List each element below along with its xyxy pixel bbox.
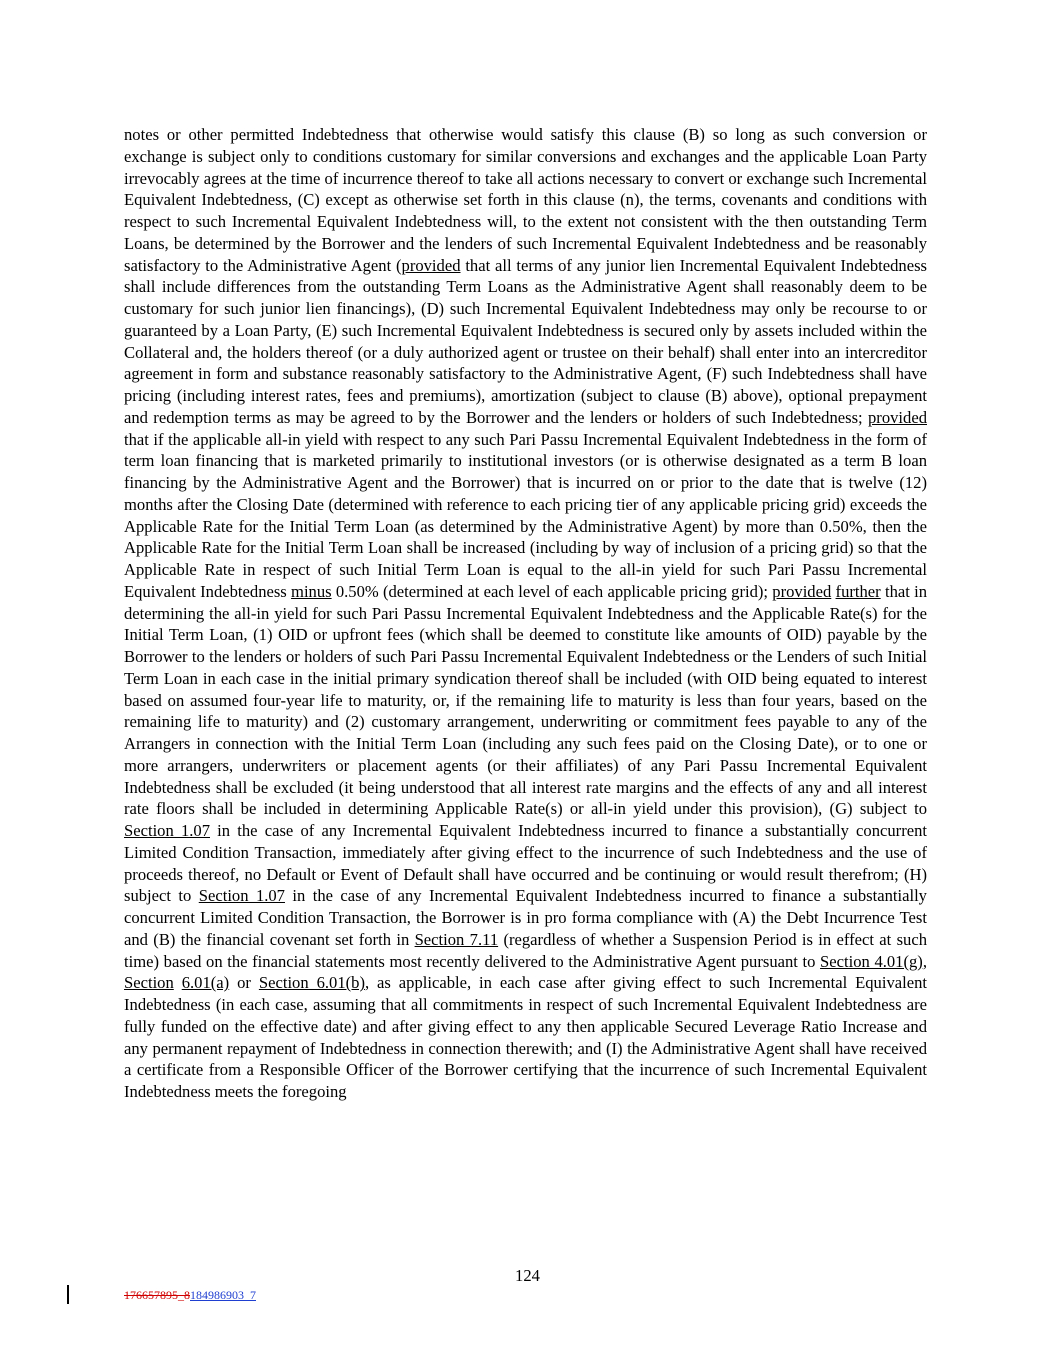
underlined-term: provided [401,255,461,275]
document-id [124,1288,256,1303]
revision-change-bar [67,1285,69,1304]
body-paragraph [124,124,927,1103]
underlined-term: provided [772,581,832,601]
text-run: (regardless of whether a Suspension Period is in effect at such time) based on the financial statements most recently delivered to the Administrative Agent pursuant to [124,929,927,971]
text-run: that all terms of any junior lien Incremental Equivalent Indebtedness shall include differences from the outstanding Term Loans as the Administrative Agent shall reasonably deem to be customary for such junior lien financings), (D) such Incremental Equivalent Indebtedness may only be recourse to or guaranteed by a Loan Party, (E) such Incremental Equivalent Indebtedness is secured only by assets included within the Collateral and, the holders thereof (or a duly authorized agent or trustee on their behalf) shall enter into an intercreditor agreement in form and substance reasonably satisfactory to the Administrative Agent, (F) such Indebtedness shall have pricing (including interest rates, fees and premiums), amortization (subject to clause (B) above), optional prepayment and redemption terms as may be agreed to by the Borrower and the lenders or holders of such Indebtedness; [124,255,927,427]
section-reference: Section 6.01(b) [258,973,365,993]
section-reference: Section [124,973,174,993]
text-run [174,973,182,992]
text-run: notes or other permitted Indebtedness that otherwise would satisfy this clause (B) so long as such conversion or exchange is subject only to conditions customary for similar conversions and exchanges and the applicable Loan Party irrevocably agrees at the time of incurrence thereof to take all actions necessary to convert or exchange such Incremental Equivalent Indebtedness, (C) except as otherwise set forth in this clause (n), the terms, covenants and conditions with respect to such Incremental Equivalent Indebtedness will, to the extent not consistent with the then outstanding Term Loans, be determined by the Borrower and the lenders of such Incremental Equivalent Indebtedness and be reasonably satisfactory to the Administrative Agent ( [124,125,927,275]
underlined-term: minus [291,581,332,601]
section-reference: 6.01(a) [181,973,230,993]
inserted-doc-id: 184986903_7 [190,1288,256,1302]
section-reference: Section 1.07 [124,821,210,840]
page-number: 124 [515,1266,540,1285]
text-run: in the case of any Incremental Equivalent Indebtedness incurred to finance a substantially concurrent Limited Condition Transaction, the Borrower is in pro forma compliance with (A) the Debt Incurrence Test and (B) the financial covenant set forth in [124,886,927,949]
section-reference: Section 7.11 [414,929,499,949]
text-run: , as applicable, in each case after giving effect to such Incremental Equivalent Indebtedness (in each case, assuming that all commitments in respect of such Incremental Equivalent Indebtedness are fully funded on the effective date) and after giving effect to any then applicable Secured Leverage Ratio Increase and any permanent repayment of Indebtedness in connection therewith; and (I) the Administrative Agent shall have received a certificate from a Responsible Officer of the Borrower certifying that the incurrence of such Incremental Equivalent Indebtedness meets the foregoing [124,973,927,1101]
text-run: that in determining the all-in yield for such Pari Passu Incremental Equivalent Indebtedness and the Applicable Rate(s) for the Initial Term Loan, (1) OID or upfront fees (which shall be deemed to constitute like amounts of OID) payable by the Borrower to the lenders or holders of such Pari Passu Incremental Equivalent Indebtedness or the Lenders of such Initial Term Loan in each case in the initial primary syndication thereof shall be included (with OID being equated to interest based on assumed four-year life to maturity, or, if the remaining life to maturity is less than four years, based on the remaining life to maturity) and (2) customary arrangement, underwriting or commitment fees payable to any of the Arrangers in connection with the Initial Term Loan (including any such fees paid on the Closing Date), or to one or more arrangers, underwriters or placement agents (or their affiliates) of any Pari Passu Incremental Equivalent Indebtedness shall be excluded (it being understood that all interest rate margins and the effects of any and all interest rate floors shall be included in determining Applicable Rate(s) or all-in yield under this provision), (G) subject to [124,581,927,819]
section-reference: Section 4.01(g) [820,951,923,971]
underlined-term: provided [868,407,927,427]
text-run: or [229,973,259,993]
underlined-term: further [835,581,881,601]
text-run: , [922,951,927,971]
section-reference: Section 1.07 [198,886,285,906]
deleted-doc-id: 176657895_8 [124,1288,190,1302]
text-run: in the case of any Incremental Equivalent Indebtedness incurred to finance a substantially concurrent Limited Condition Transaction, immediately after giving effect to the incurrence of such Indebtedness and the use of proceeds thereof, no Default or Event of Default shall have occurred and be continuing or would result therefrom; (H) subject to [124,821,927,906]
text-run: 0.50% (determined at each level of each applicable pricing grid); [331,581,773,601]
text-run: that if the applicable all-in yield with respect to any such Pari Passu Incremental Equivalent Indebtedness in the form of term loan financing that is marketed primarily to institutional investors (or is otherwise designated as a term B loan financing by the Administrative Agent and the Borrower) that is incurred on or prior to the date that is twelve (12) months after the Closing Date (determined with reference to each pricing tier of any applicable pricing grid) exceeds the Applicable Rate for the Initial Term Loan (as determined by the Administrative Agent) by more than 0.50%, then the Applicable Rate for the Initial Term Loan shall be increased (including by way of inclusion of a pricing grid) so that the Applicable Rate in respect of such Initial Term Loan is equal to the all-in yield for such Pari Passu Incremental Equivalent Indebtedness [124,429,927,601]
